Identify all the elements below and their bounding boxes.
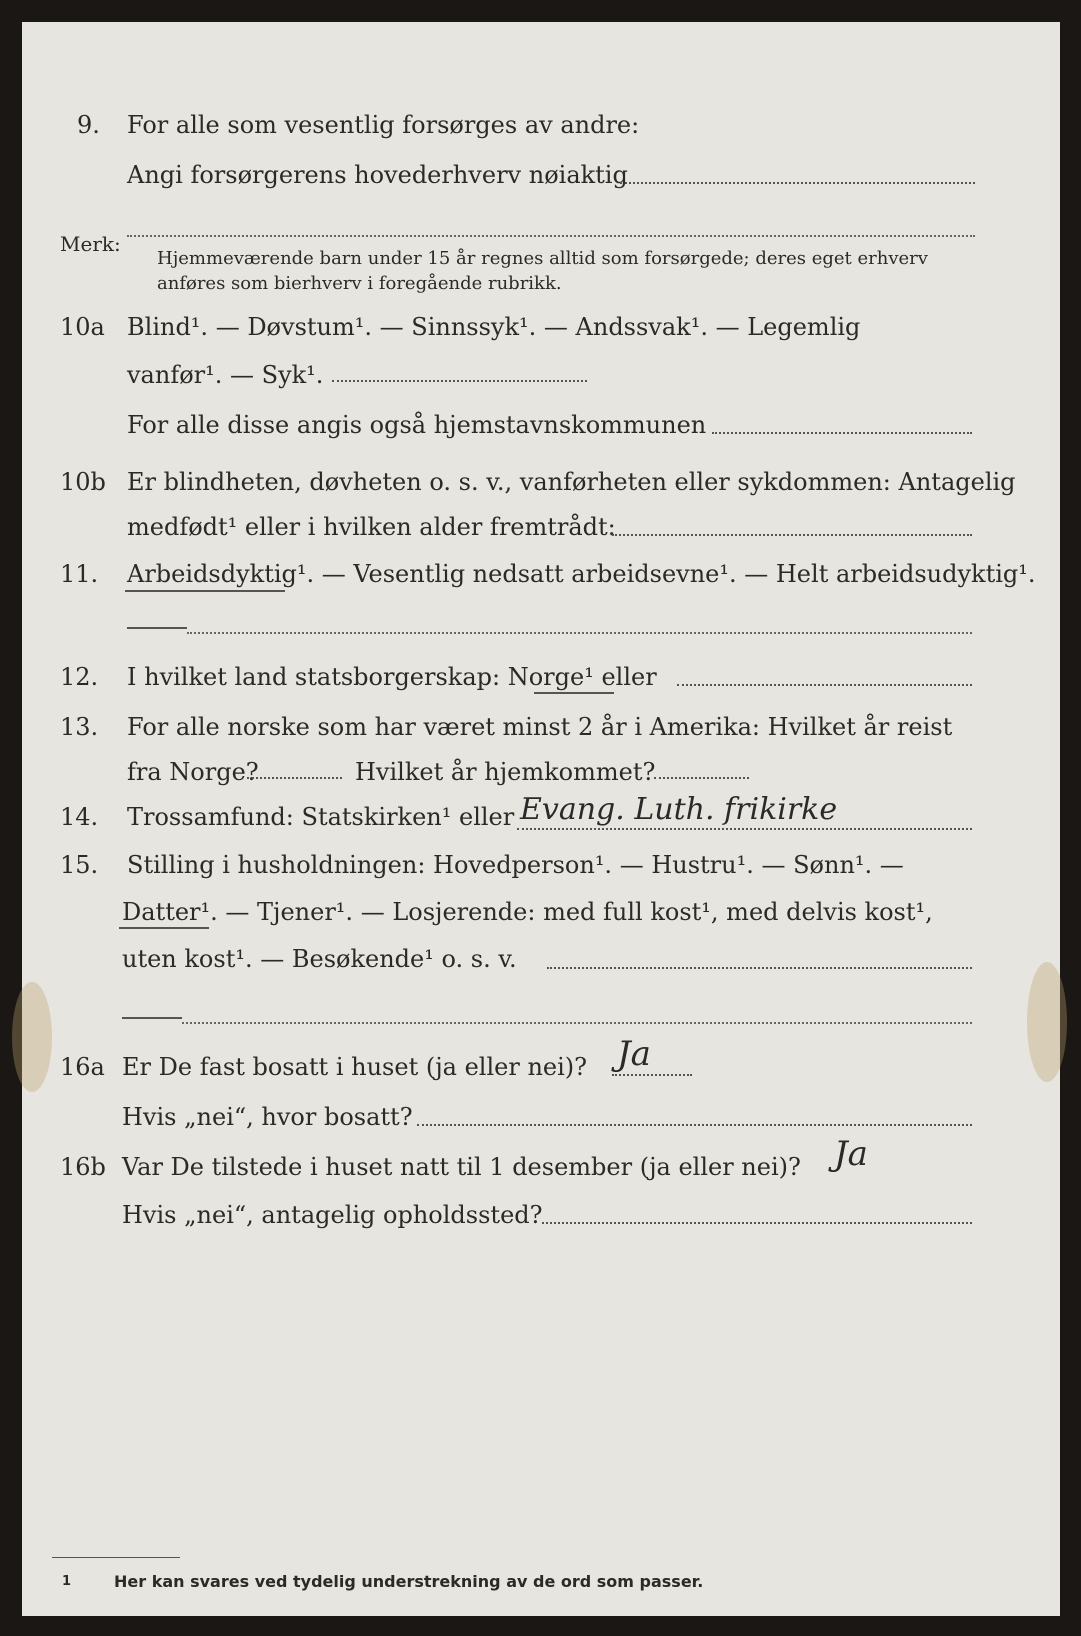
q13-hjemkommet-field[interactable] [654,777,749,779]
census-form-page [22,22,1060,1616]
q16b-number: 16b [60,1153,106,1181]
q15-extra-line[interactable] [182,1022,972,1024]
q15-number: 15. [60,851,99,879]
paper-stain-left [12,982,52,1092]
q15-line1: Stilling i husholdningen: Hovedperson¹. — Hustru¹. — Sønn¹. — [127,851,904,879]
merk-line1: Hjemmeværende barn under 15 år regnes alltid som forsørgede; deres eget erhverv [157,248,928,269]
q16a-number: 16a [60,1053,105,1081]
q15-line2: Datter¹. — Tjener¹. — Losjerende: med full kost¹, med delvis kost¹, [122,898,933,926]
q13-number: 13. [60,713,99,741]
q16b-line1: Var De tilstede i huset natt til 1 desember (ja eller nei)? [122,1153,801,1181]
q9-line1: For alle som vesentlig forsørges av andre: [127,111,640,139]
q16a-bosatt-field[interactable] [417,1124,972,1126]
q10b-number: 10b [60,468,106,496]
q15-line3: uten kost¹. — Besøkende¹ o. s. v. [122,945,517,973]
q9-line2: Angi forsørgerens hovederhverv nøiaktig [127,161,628,189]
q15-answer-stroke [122,1017,182,1019]
q14-number: 14. [60,803,99,831]
q11-answer-field[interactable] [187,632,972,634]
q16a-line1: Er De fast bosatt i huset (ja eller nei)? [122,1053,588,1081]
q11-line1: Arbeidsdyktig¹. — Vesentlig nedsatt arbeidsevne¹. — Helt arbeidsudyktig¹. [127,560,1036,588]
q10b-line2: medfødt¹ eller i hvilken alder fremtrådt: [127,513,616,541]
q15-datter-underline [119,927,209,929]
q10b-answer-field[interactable] [612,534,972,536]
footnote-text: Her kan svares ved tydelig understrekning av de ord som passer. [114,1572,704,1591]
q10a-line1: Blind¹. — Døvstum¹. — Sinnssyk¹. — Andssvak¹. — Legemlig [127,313,861,341]
merk-line2: anføres som bierhverv i foregående rubrikk. [157,273,562,294]
q9-answer-field[interactable] [620,182,975,184]
footnote-mark: 1 [62,1574,72,1589]
q9-number: 9. [77,111,100,139]
q10a-line3: For alle disse angis også hjemstavnskommunen [127,411,707,439]
q14-line1: Trossamfund: Statskirken¹ eller [127,803,515,831]
q10a-number: 10a [60,313,105,341]
q16a-handwritten-answer: Ja [617,1034,651,1074]
q16b-handwritten-answer: Ja [834,1134,868,1174]
q16b-opholdssted-field[interactable] [542,1222,972,1224]
q14-handwritten-answer: Evang. Luth. frikirke [520,792,838,827]
merk-label: Merk: [60,232,121,256]
q13-line1: For alle norske som har været minst 2 år i Amerika: Hvilket år reist [127,713,953,741]
q10b-line1: Er blindheten, døvheten o. s. v., vanførheten eller sykdommen: Antagelig [127,468,1016,496]
q12-line1: I hvilket land statsborgerskap: Norge¹ eller [127,663,657,691]
paper-stain-right [1027,962,1067,1082]
q14-answer-field[interactable] [517,828,972,830]
q16b-line2: Hvis „nei“, antagelig opholdssted? [122,1201,543,1229]
q15-answer-field[interactable] [547,967,972,969]
q11-answer-stroke [127,627,187,629]
q12-norge-underline [534,692,614,694]
q10a-kommune-field[interactable] [712,432,972,434]
q11-number: 11. [60,560,99,588]
q13-line2b: Hvilket år hjemkommet? [355,758,656,786]
q13-line2a: fra Norge? [127,758,259,786]
q16a-line2: Hvis „nei“, hvor bosatt? [122,1103,413,1131]
q11-arbeidsdyktig-underline [125,590,285,592]
q10a-line2: vanfør¹. — Syk¹. [127,361,324,389]
q12-number: 12. [60,663,99,691]
q9-extra-line[interactable] [127,235,975,237]
q10a-answer-field[interactable] [332,380,587,382]
q16a-answer-field[interactable] [612,1074,692,1076]
q13-reist-field[interactable] [247,777,342,779]
q12-answer-field[interactable] [677,684,972,686]
footnote-separator [52,1557,180,1558]
